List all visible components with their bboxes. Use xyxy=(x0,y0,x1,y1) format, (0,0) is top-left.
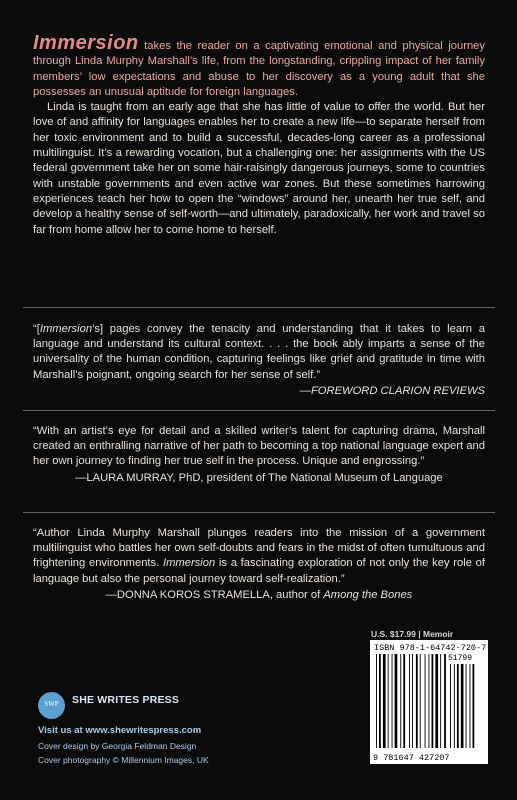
logo-text: SWP xyxy=(44,700,59,708)
addon-bar xyxy=(470,664,471,748)
addon-bar xyxy=(457,664,459,748)
barcode-bar xyxy=(420,654,421,748)
description-intro: takes the reader on a captivating emotional and physical journey through Linda Murphy Marshall’s life, from the longstanding, crippling impact of her family members’ low expectations and abuse to her discovery as a young adult that she possesses an unusual aptitude for foreign languages. xyxy=(33,40,485,98)
ean-digits: 9 781647 427207 xyxy=(373,753,450,763)
barcode-bar xyxy=(412,654,413,748)
barcode-bar xyxy=(425,654,426,748)
publisher-url: Visit us at www.shewritespress.com xyxy=(38,725,202,736)
price-line: U.S. $17.99 | Memoir xyxy=(371,629,454,639)
ean-bars xyxy=(376,654,446,748)
credit-cover-design: Cover design by Georgia Feldman Design xyxy=(38,741,197,751)
barcode-bar xyxy=(383,654,386,748)
section-divider xyxy=(23,307,495,308)
addon-digits: 51799 xyxy=(448,654,473,663)
section-divider xyxy=(23,512,495,513)
review-foreword-clarion xyxy=(33,322,485,399)
barcode-bar xyxy=(388,654,389,748)
barcode-bar xyxy=(376,654,377,748)
credit-cover-photo: Cover photography © Millennium Images, UK xyxy=(38,755,209,765)
review-donna-stramella xyxy=(33,526,485,603)
review-laura-murray xyxy=(33,424,485,486)
review-text-after: is a fascinating exploration of not only the key role of language but also the personal journey toward self-realization.” xyxy=(33,557,486,585)
review-open: “[ xyxy=(33,323,40,335)
barcode-bar xyxy=(379,654,381,748)
book-title-word: Immersion xyxy=(33,32,139,54)
isbn-barcode xyxy=(370,640,488,764)
addon-bars xyxy=(450,664,474,748)
barcode-bar xyxy=(416,654,418,748)
attribution-prefix: —DONNA KOROS STRAMELLA, author of xyxy=(105,588,324,601)
barcode-bar xyxy=(403,654,405,748)
review-attribution xyxy=(33,588,485,603)
barcode-bar xyxy=(400,654,401,748)
barcode-graphic xyxy=(370,640,488,764)
review-text-before: “Author Linda Murphy Marshall plunges readers into the mission of a government multilinguist who battles her own self-doubts and fears in the midst of often tumultuous and frightening environments. xyxy=(33,527,485,570)
review-title-italic: Immersion xyxy=(39,323,93,335)
addon-bar xyxy=(466,664,467,748)
addon-bar xyxy=(461,664,464,748)
barcode-bar xyxy=(432,654,434,748)
attribution-book-title: Among the Bones xyxy=(323,588,413,601)
section-divider xyxy=(23,410,495,411)
review-attribution: —LAURA MURRAY, PhD, president of The National Museum of Language xyxy=(75,471,443,484)
description-paragraph-1 xyxy=(33,32,485,100)
addon-bar xyxy=(473,664,475,748)
barcode-bar xyxy=(409,654,410,748)
barcode-bar xyxy=(392,654,393,748)
barcode-bar xyxy=(435,654,438,748)
addon-bar xyxy=(450,664,451,748)
review-text: “With an artist’s eye for detail and a skilled writer’s talent for capturing drama, Marshall created an enthralling narrative of her path to becoming a top national language expert and her own journey to finding her true self in the process. Unique and engrossing.” xyxy=(33,425,485,468)
review-text: ’s] pages convey the tenacity and understanding that it takes to learn a language and understand its cultural context. . . . the book ably imparts a sense of the universality of the human condition, capturing feelings like grief and gratitude in time with Marshall’s poignant, ongoing search for her sense of self.” xyxy=(33,323,485,381)
barcode-bar xyxy=(429,654,430,748)
barcode-bar xyxy=(440,654,441,748)
barcode-bar xyxy=(444,654,446,748)
barcode-bar xyxy=(395,654,398,748)
isbn-text: ISBN 978-1-64742-720-7 xyxy=(374,643,487,653)
review-attribution: —FOREWORD CLARION REVIEWS xyxy=(299,384,485,397)
description-paragraph-2: Linda is taught from an early age that she has little of value to offer the world. But her love of and affinity for languages enables her to create a new life—to separate herself from her toxic environment and to build a successful, decades-long career as a professional multilinguist. It’s a rewarding vocation, but a challenging one: her assignments with the US federal government take her on some hair-raisingly dangerous journeys, some to countries with unstable governments and even active war zones. But these sometimes harrowing experiences teach her how to open the “windows” around her, unearth her true self, and develop a healthy sense of self-worth—and ultimately, paradoxically, her work and travel so far from home allow her to come home to herself. xyxy=(33,101,485,236)
review-title-italic: Immersion xyxy=(162,557,216,570)
publisher-name: SHE WRITES PRESS xyxy=(72,694,180,706)
she-writes-press-logo xyxy=(38,692,65,719)
book-description xyxy=(33,32,485,238)
addon-bar xyxy=(454,664,455,748)
